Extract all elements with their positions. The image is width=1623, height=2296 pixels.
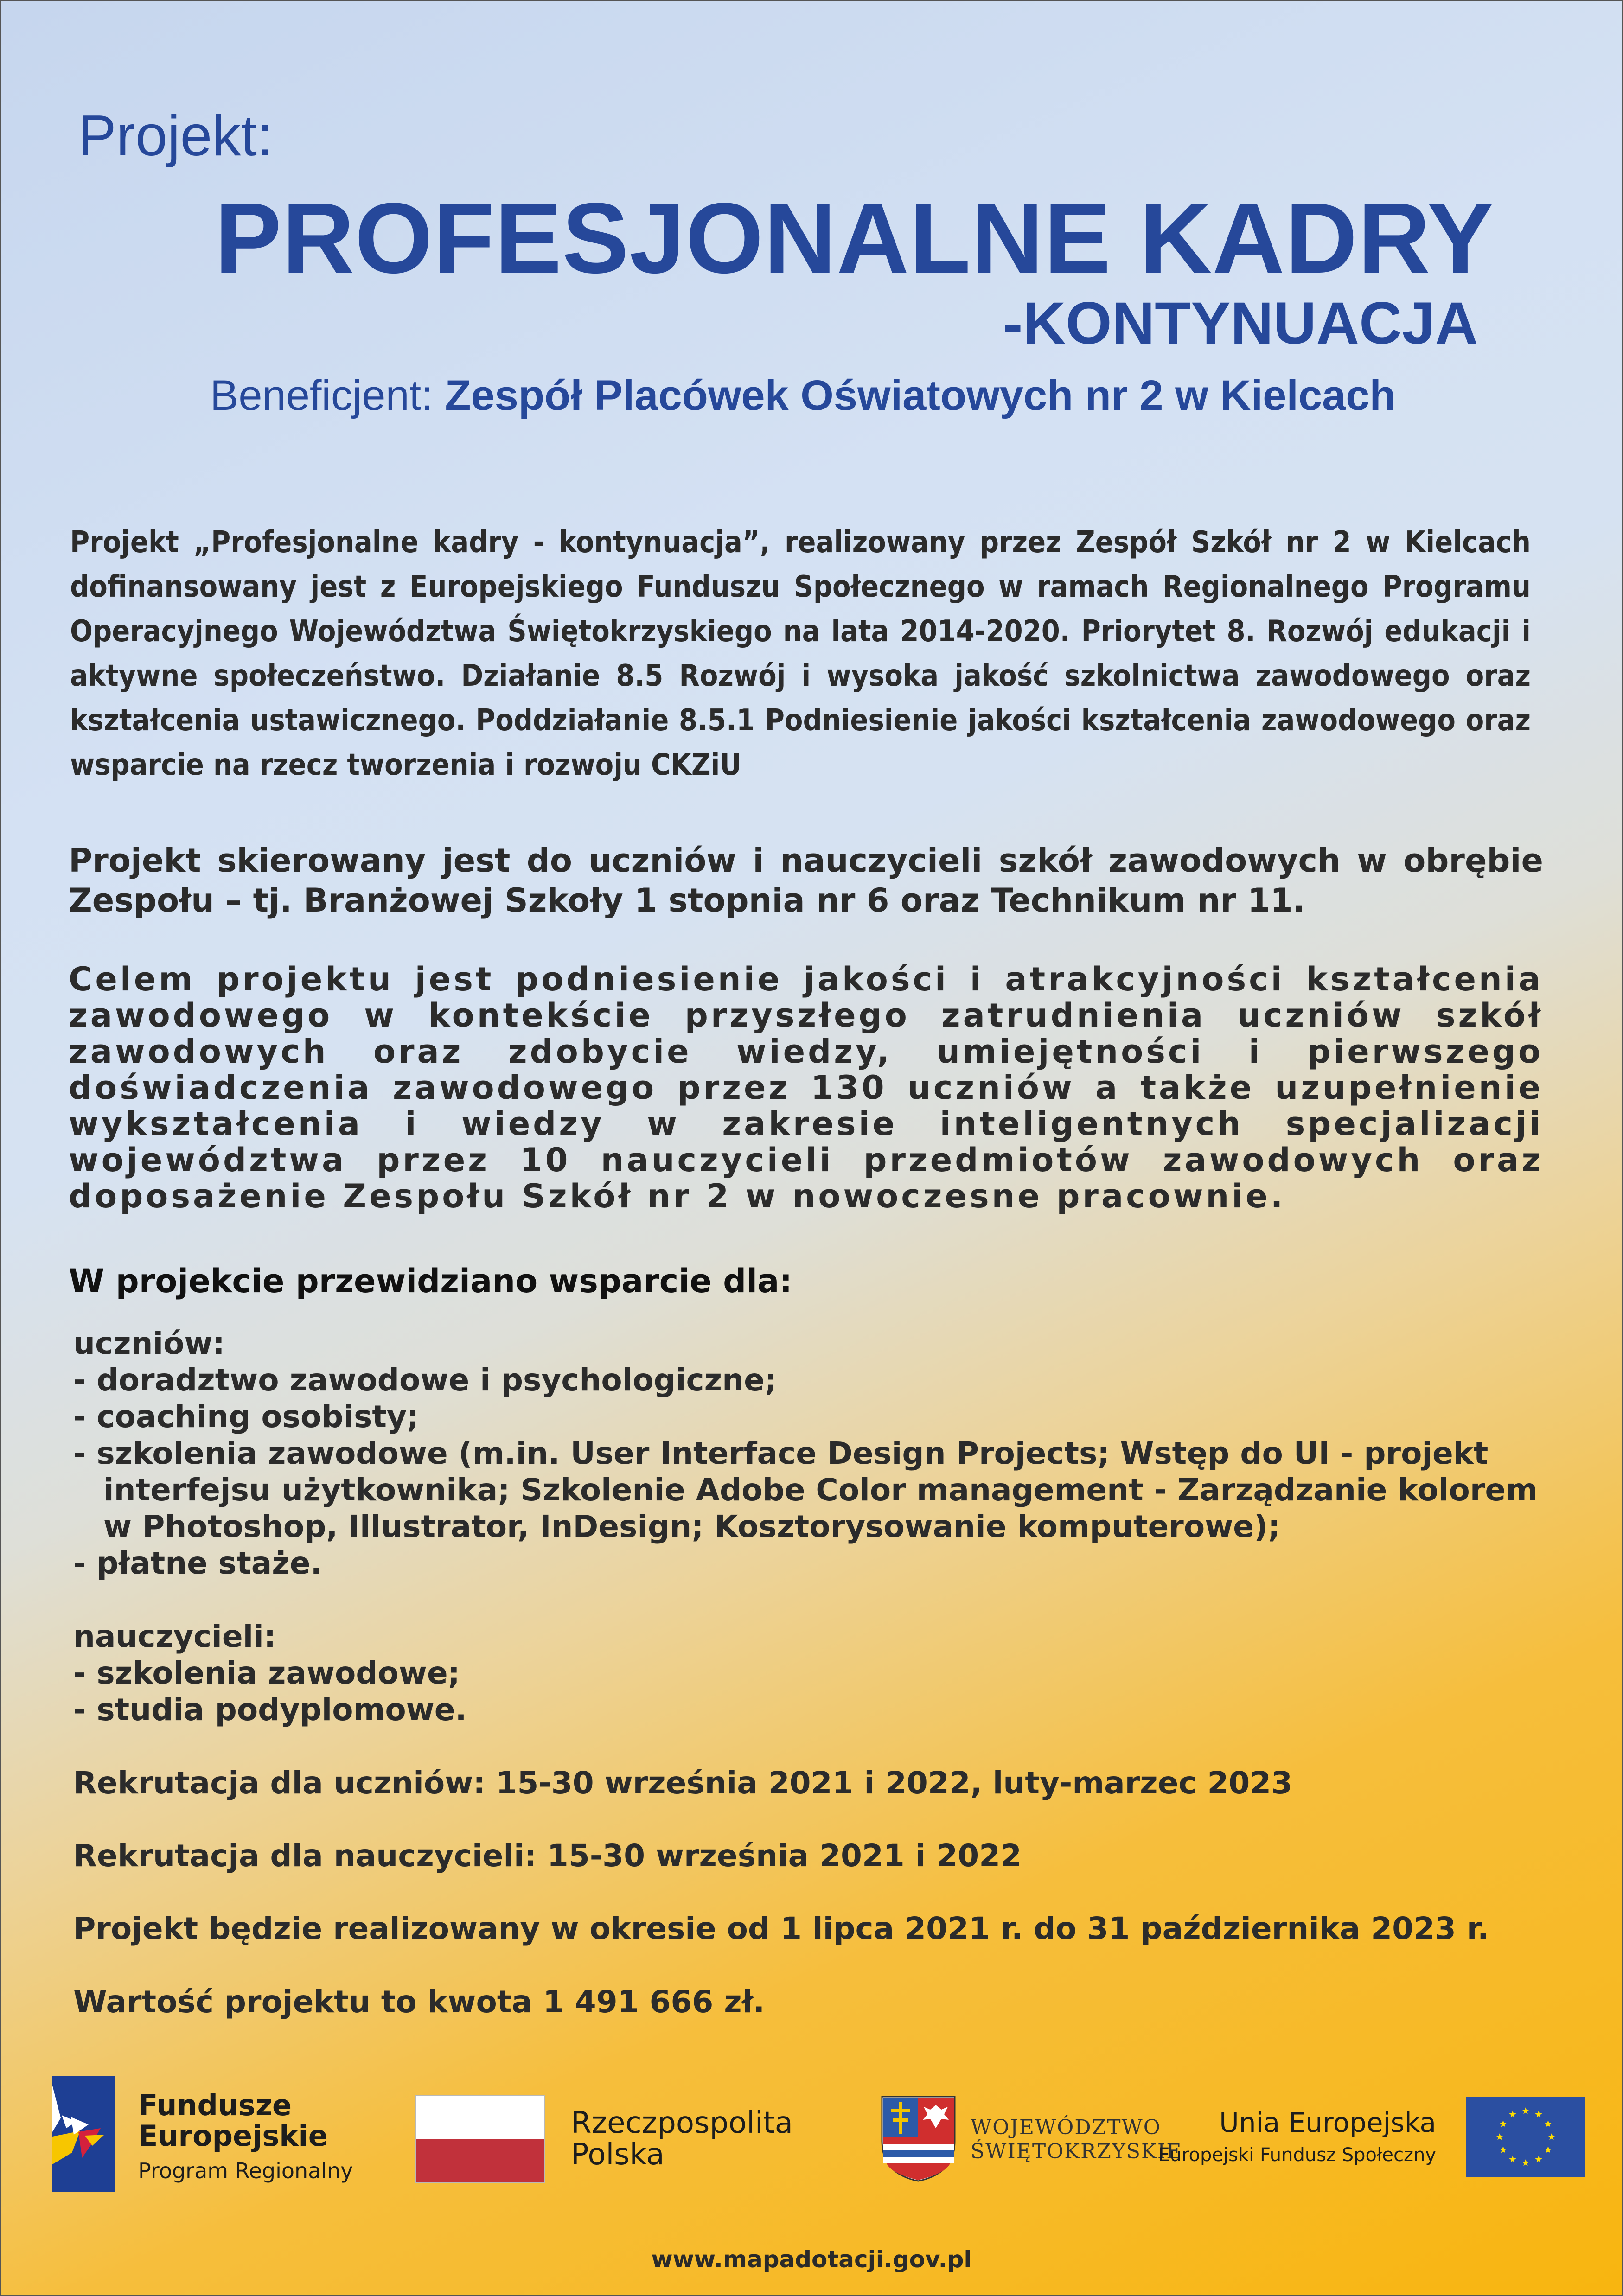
beneficiary-name: Zespół Placówek Oświatowych nr 2 w Kielcach [445, 372, 1396, 419]
fe-line-2: Europejskie [138, 2119, 328, 2153]
project-title: PROFESJONALNE KADRY [215, 182, 1495, 294]
spacer [73, 1582, 1557, 1618]
project-period: Projekt będzie realizowany w okresie od 1 lipca 2021 r. do 31 października 2023 r. [73, 1911, 1489, 1946]
rp-line-2: Polska [571, 2137, 665, 2172]
beneficiary [210, 368, 1396, 423]
list-item: - szkolenia zawodowe; [73, 1655, 460, 1691]
ws-line-2: ŚWIĘTOKRZYSKIE [971, 2140, 1182, 2163]
ws-line-1: WOJEWÓDZTWO [971, 2116, 1161, 2139]
list-item: - studia podyplomowe. [73, 1692, 467, 1728]
ue-line-1: Unia Europejska [1219, 2107, 1436, 2138]
fundusze-europejskie-logo-icon [52, 2076, 115, 2192]
students-label: uczniów: [73, 1326, 225, 1361]
recruitment-students: Rekrutacja dla uczniów: 15-30 września 2021 i 2022, luty-marzec 2023 [73, 1765, 1293, 1801]
list-item: - coaching osobisty; [73, 1399, 419, 1435]
support-lists [73, 1325, 1557, 1728]
ue-line-2: Europejski Fundusz Społeczny [1158, 2144, 1436, 2166]
polish-flag-icon [415, 2095, 545, 2183]
fe-line-1: Fundusze [138, 2088, 292, 2122]
support-title: W projekcie przewidziano wsparcie dla: [69, 1262, 792, 1300]
projekt-label: Projekt: [78, 104, 273, 168]
project-value: Wartość projektu to kwota 1 491 666 zł. [73, 1984, 765, 2020]
swietokrzyskie-coat-of-arms-icon [880, 2095, 957, 2183]
list-item-continuation: interfejsu użytkownika; Szkolenie Adobe Color management - Zarządzanie kolorem [103, 1472, 1538, 1508]
eu-flag-icon [1466, 2097, 1585, 2177]
list-item-continuation: w Photoshop, Illustrator, InDesign; Kosztorysowanie komputerowe); [103, 1509, 1280, 1544]
rp-line-1: Rzeczpospolita [571, 2106, 793, 2140]
list-item: - szkolenia zawodowe (m.in. User Interface Design Projects; Wstęp do UI - projekt [73, 1435, 1489, 1471]
description-paragraph-1: Projekt „Profesjonalne kadry - kontynuacja”, realizowany przez Zespół Szkół nr 2 w Kielcach dofinansowany jest z Europejskiego Funduszu Społecznego w ramach Regionalnego Programu Operacyjnego Województwa Świętokrzyskiego na lata 2014-2020. Priorytet 8. Rozwój edukacji i aktywne społeczeństwo. Działanie 8.5 Rozwój i wysoka jakość szkolnictwa zawodowego oraz kształcenia ustawicznego. Poddziałanie 8.5.1 Podniesienie jakości kształcenia zawodowego oraz wsparcie na rzecz tworzenia i rozwoju CKZiU [70, 525, 1531, 782]
recruitment-teachers: Rekrutacja dla nauczycieli: 15-30 września 2021 i 2022 [73, 1838, 1022, 1874]
teachers-label: nauczycieli: [73, 1619, 276, 1654]
list-item: - doradztwo zawodowe i psychologiczne; [73, 1362, 777, 1398]
list-item: - płatne staże. [73, 1545, 322, 1581]
beneficiary-label: Beneficjent: [210, 372, 445, 419]
description-paragraph-3: Celem projektu jest podniesienie jakości i atrakcyjności kształcenia zawodowego w kontekście przyszłego zatrudnienia uczniów szkół zawodowych oraz zdobycie wiedzy, umiejętności i pierwszego doświadczenia zawodowego przez 130 uczniów a także uzupełnienie wykształcenia i wiedzy w zakresie inteligentnych specjalizacji województwa przez 10 nauczycieli przedmiotów zawodowych oraz doposażenie Zespołu Szkół nr 2 w nowoczesne pracownie. [69, 960, 1543, 1215]
description-paragraph-2: Projekt skierowany jest do uczniów i nauczycieli szkół zawodowych w obrębie Zespołu – tj. Branżowej Szkoły 1 stopnia nr 6 oraz Technikum nr 11. [69, 842, 1543, 919]
fe-line-3: Program Regionalny [138, 2158, 353, 2183]
project-subtitle: -KONTYNUACJA [1003, 290, 1478, 357]
footer-url: www.mapadotacji.gov.pl [651, 2246, 972, 2273]
